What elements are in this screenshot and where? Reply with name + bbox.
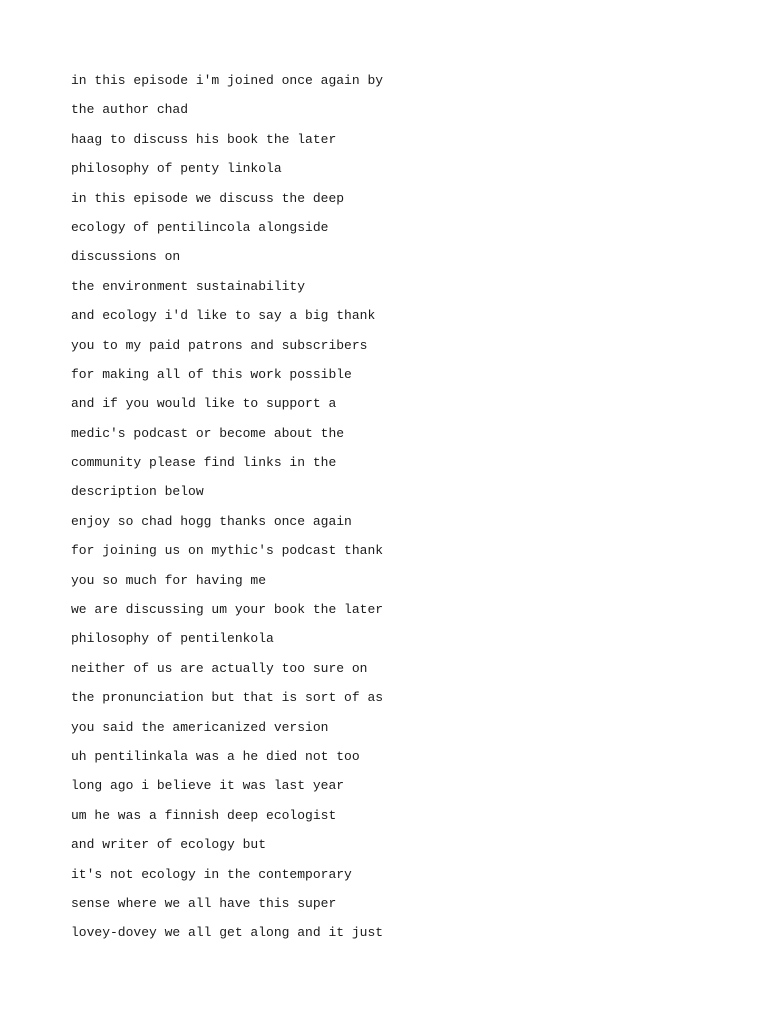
transcript-line: you to my paid patrons and subscribers <box>71 337 368 353</box>
transcript-line: description below <box>71 484 204 500</box>
transcript-line: medic's podcast or become about the <box>71 425 345 441</box>
transcript-line: the author chad <box>71 102 189 118</box>
transcript-line: the environment sustainability <box>71 278 306 294</box>
transcript-line: for joining us on mythic's podcast thank <box>71 543 384 559</box>
transcript-line: enjoy so chad hogg thanks once again <box>71 513 352 529</box>
transcript-line: in this episode i'm joined once again by <box>71 73 384 88</box>
transcript-line: the pronunciation but that is sort of as <box>71 690 384 706</box>
transcript-line: um he was a finnish deep ecologist <box>71 807 337 823</box>
transcript-line: discussions on <box>71 249 181 265</box>
transcript-line: and writer of ecology but <box>71 837 267 853</box>
transcript-line: uh pentilinkala was a he died not too <box>71 748 360 764</box>
transcript-line: we are discussing um your book the later <box>71 602 384 618</box>
transcript-line: neither of us are actually too sure on <box>71 660 368 676</box>
transcript-line: haag to discuss his book the later <box>71 131 337 147</box>
transcript-line: lovey-dovey we all get along and it just <box>71 925 384 941</box>
transcript-line: philosophy of pentilenkola <box>71 631 274 647</box>
transcript-line: you so much for having me <box>71 572 267 588</box>
transcript-line: sense where we all have this super <box>71 895 337 911</box>
transcript-line: you said the americanized version <box>71 719 329 735</box>
transcript-line: long ago i believe it was last year <box>71 778 345 794</box>
transcript-line: in this episode we discuss the deep <box>71 190 345 206</box>
transcript-line: ecology of pentilincola alongside <box>71 219 329 235</box>
transcript-line: it's not ecology in the contemporary <box>71 866 352 882</box>
transcript-line: and if you would like to support a <box>71 396 337 412</box>
transcript-line: and ecology i'd like to say a big thank <box>71 308 376 324</box>
transcript-line: community please find links in the <box>71 455 337 471</box>
transcript-line: for making all of this work possible <box>71 366 352 382</box>
transcript-text <box>71 66 383 948</box>
transcript-line: philosophy of penty linkola <box>71 161 282 177</box>
